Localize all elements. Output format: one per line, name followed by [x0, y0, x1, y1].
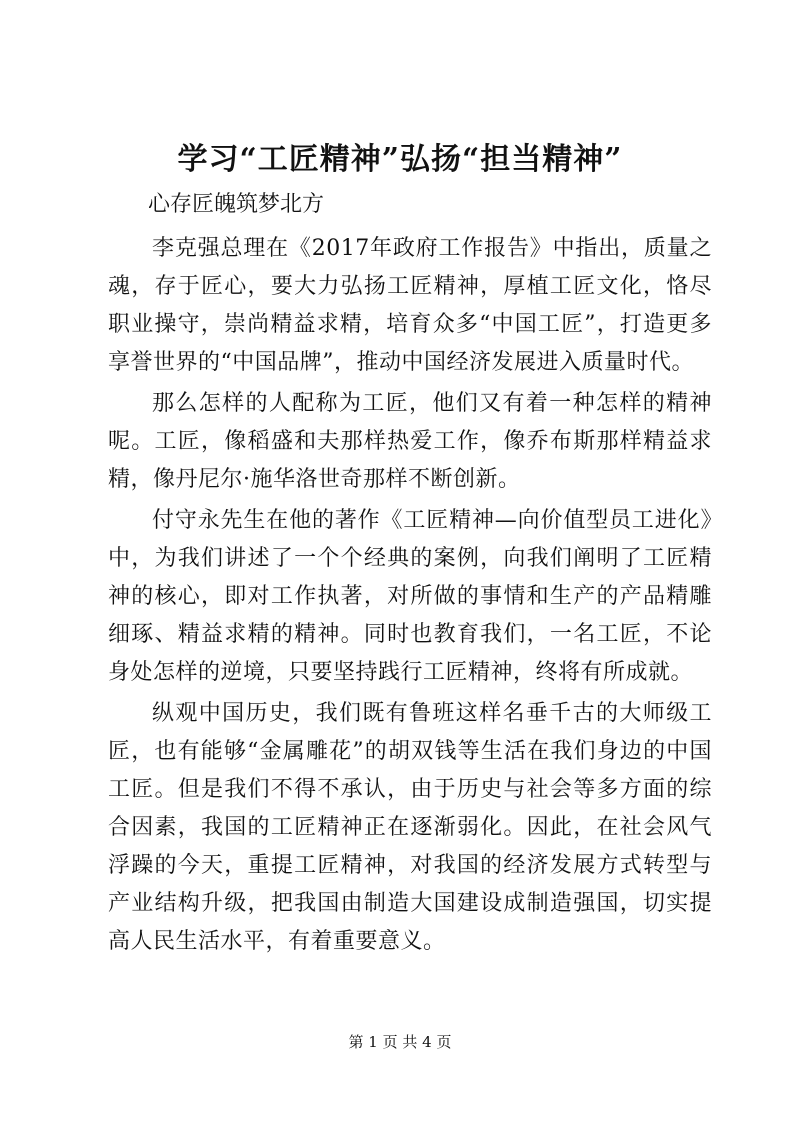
body-paragraph: 付守永先生在他的著作《工匠精神—向价值型员工进化》中，为我们讲述了一个个经典的案例，向我们阐明了工匠精神的核心，即对工作执著，对所做的事情和生产的产品精雕细琢、精益求精的精神。同时也教育我们，一名工匠，不论身处怎样的逆境，只要坚持践行工匠精神，终将有所成就。	[108, 508, 712, 685]
document-subtitle: 心存匠魄筑梦北方	[148, 192, 325, 217]
document-title: 学习“工匠精神”弘扬“担当精神”	[177, 142, 623, 177]
body-paragraph: 那么怎样的人配称为工匠，他们又有着一种怎样的精神呢。工匠，像稻盛和夫那样热爱工作，像乔布斯那样精益求精，像丹尼尔·施华洛世奇那样不断创新。	[108, 391, 712, 492]
document-body	[108, 230, 712, 961]
body-paragraph: 纵观中国历史，我们既有鲁班这样名垂千古的大师级工匠，也有能够“金属雕花”的胡双钱等生活在我们身边的中国工匠。但是我们不得不承认，由于历史与社会等多方面的综合因素，我国的工匠精神正在逐渐弱化。因此，在社会风气浮躁的今天，重提工匠精神，对我国的经济发展方式转型与产业结构升级，把我国由制造大国建设成制造强国，切实提高人民生活水平，有着重要意义。	[108, 701, 712, 954]
page-number-footer: 第 1 页 共 4 页	[348, 1033, 452, 1051]
body-paragraph: 李克强总理在《2017年政府工作报告》中指出，质量之魂，存于匠心，要大力弘扬工匠精神，厚植工匠文化，恪尽职业操守，崇尚精益求精，培育众多“中国工匠”，打造更多享誉世界的“中国品牌”，推动中国经济发展进入质量时代。	[108, 236, 712, 375]
